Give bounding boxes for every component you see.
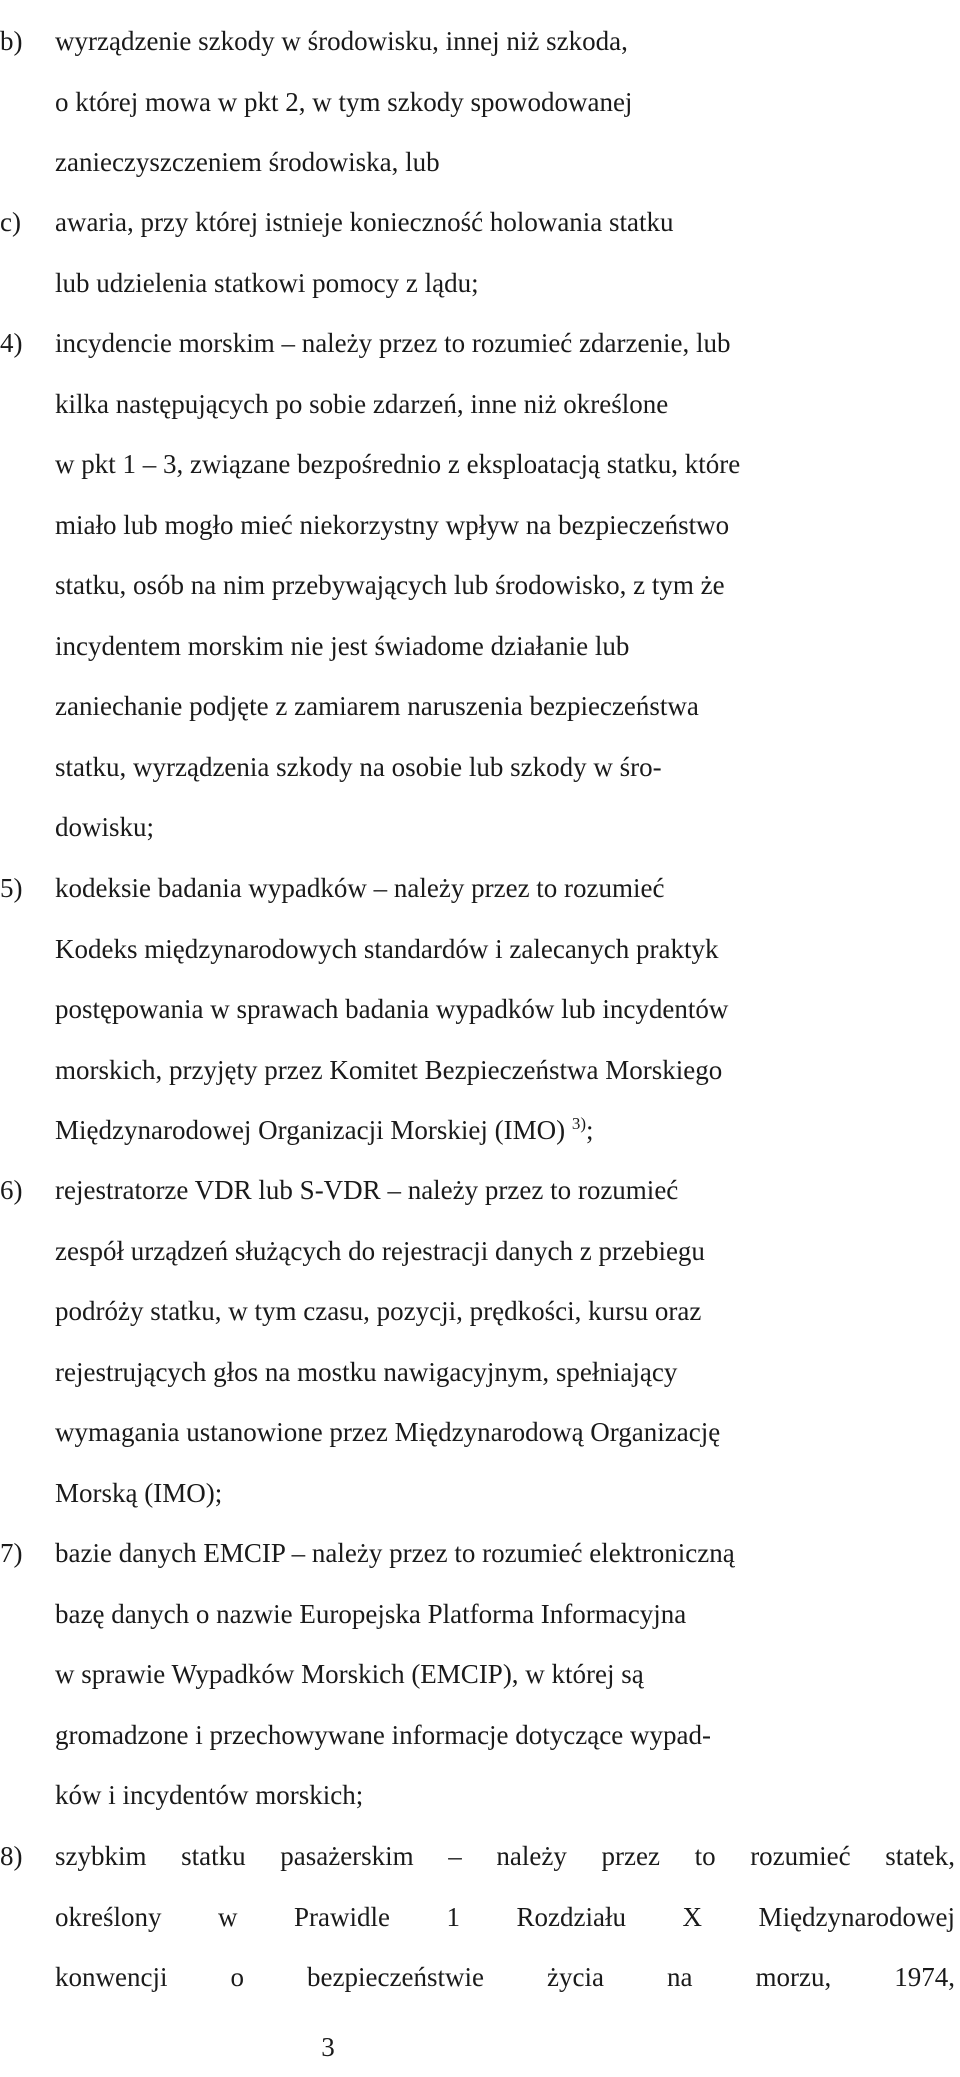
- list-item-5: [0, 858, 958, 1161]
- item-text-tail: ;: [586, 1115, 594, 1145]
- item-text: awaria, przy której istnieje konieczność holowania statku lub udzielenia statkowi pomocy z lądu;: [55, 207, 674, 298]
- item-label: 5): [0, 873, 23, 903]
- list-item-8: [0, 1826, 958, 2008]
- item-text: incydencie morskim – należy przez to rozumieć zdarzenie, lub kilka następujących po sobie zdarzeń, inne niż określone w pkt 1 – 3, związane bezpośrednio z eksploatacją statku, które miało lub mogło mieć niekorzystny wpływ na bezpieczeństwo statku, osób na nim przebywających lub środowisko, z tym że incydentem morskim nie jest świadome działanie lub zaniechanie podjęte z zamiarem naruszenia bezpieczeństwa statku, wyrządzenia szkody na osobie lub szkody w śro- dowisku;: [55, 328, 741, 842]
- list-item-6: [0, 1160, 958, 1523]
- item-text: [55, 858, 955, 1161]
- item-label: 7): [0, 1538, 23, 1568]
- item-text-body: kodeksie badania wypadków – należy przez to rozumieć Kodeks międzynarodowych standardów i zalecanych praktyk postępowania w sprawach badania wypadków lub incydentów morskich, przyjęty przez Komitet Bezpieczeństwa Morskiego Międzynarodowej Organizacji Morskiej (IMO): [55, 873, 729, 1145]
- page-number: 3: [321, 2032, 335, 2062]
- list-item-4: [0, 313, 958, 858]
- item-label: 4): [0, 328, 23, 358]
- item-label: 8): [0, 1841, 23, 1871]
- item-text: bazie danych EMCIP – należy przez to rozumieć elektroniczną bazę danych o nazwie Europejska Platforma Informacyjna w sprawie Wypadków Morskich (EMCIP), w której są gromadzone i przechowywane informacje dotyczące wypad- ków i incydentów morskich;: [55, 1538, 735, 1810]
- footnote-reference: 3): [571, 1114, 587, 1133]
- item-label: c): [0, 207, 21, 237]
- item-text: wyrządzenie szkody w środowisku, innej niż szkoda, o której mowa w pkt 2, w tym szkody spowodowanej zanieczyszczeniem środowiska, lub: [55, 26, 633, 177]
- list-item-c: [0, 192, 958, 313]
- list-item-7: [0, 1523, 958, 1826]
- list-item-b: [0, 11, 958, 193]
- item-text: szybkim statku pasażerskim – należy przez to rozumieć statek, określony w Prawidle 1 Rozdziału X Międzynarodowej konwencji o bezpieczeństwie życia na morzu, 1974,: [55, 1841, 955, 1992]
- item-text: rejestratorze VDR lub S-VDR – należy przez to rozumieć zespół urządzeń służących do rejestracji danych z przebiegu podróży statku, w tym czasu, pozycji, prędkości, kursu oraz rejestrujących głos na mostku nawigacyjnym, spełniający wymagania ustanowione przez Międzynarodową Organizację Morską (IMO);: [55, 1175, 721, 1508]
- item-label: b): [0, 26, 23, 56]
- item-label: 6): [0, 1175, 23, 1205]
